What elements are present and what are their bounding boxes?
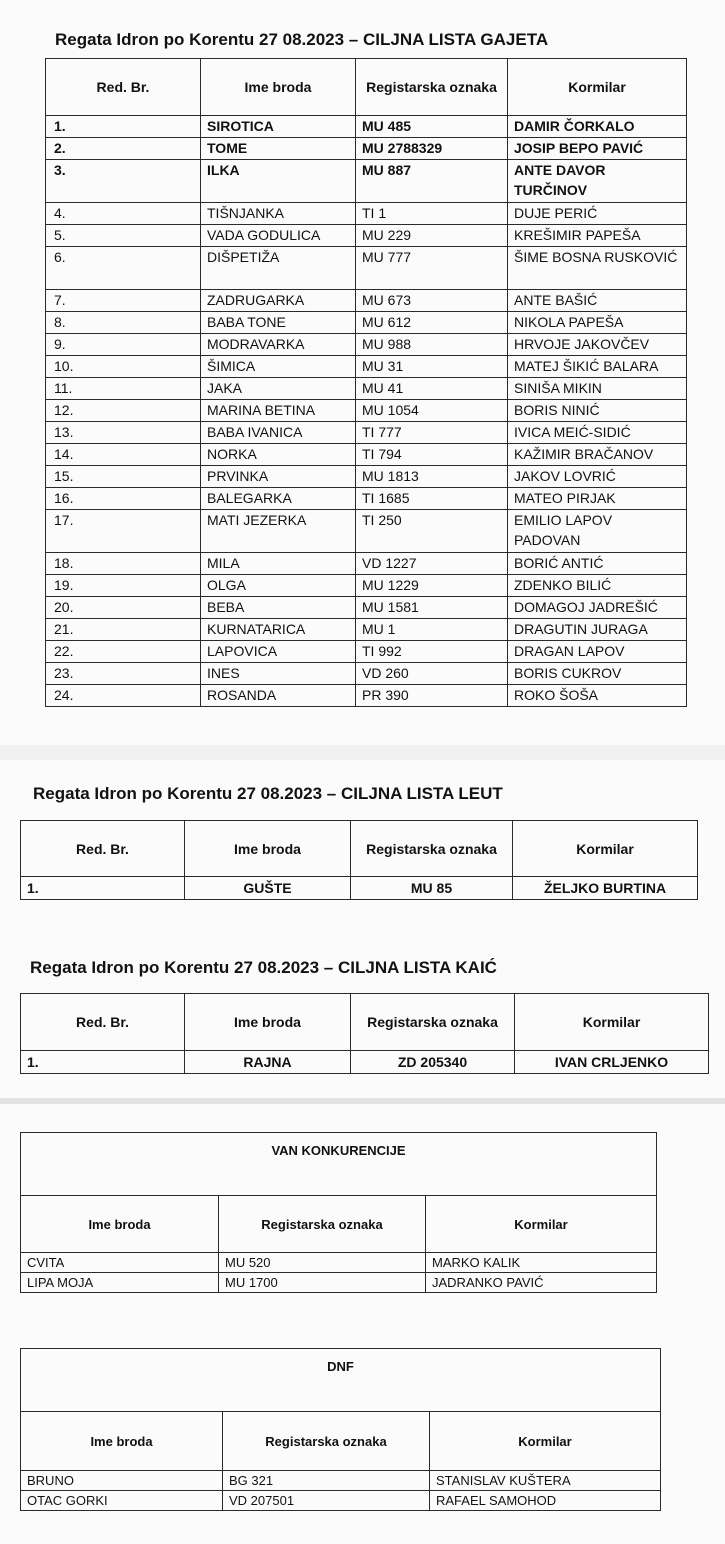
- table-row: [46, 488, 687, 510]
- cell-helm: DRAGUTIN JURAGA: [508, 619, 687, 641]
- cell-reg: MU 612: [356, 312, 508, 334]
- cell-boat: ZADRUGARKA: [201, 290, 356, 312]
- cell-helm: MATEJ ŠIKIĆ BALARA: [508, 356, 687, 378]
- cell-reg: TI 777: [356, 422, 508, 444]
- cell-boat: ILKA: [201, 160, 356, 203]
- cell-helm: MARKO KALIK: [426, 1253, 657, 1273]
- cell-no: 17.: [46, 510, 201, 553]
- cell-no: 12.: [46, 400, 201, 422]
- cell-no: 1.: [21, 877, 185, 900]
- cell-no: 6.: [46, 247, 201, 290]
- header-kormilar: Kormilar: [508, 59, 687, 116]
- cell-boat: MARINA BETINA: [201, 400, 356, 422]
- cell-reg: MU 1229: [356, 575, 508, 597]
- cell-reg: MU 988: [356, 334, 508, 356]
- table-kaic: [20, 993, 709, 1074]
- table-title-row: [21, 1349, 661, 1412]
- cell-no: 11.: [46, 378, 201, 400]
- table-row: [46, 138, 687, 160]
- table-row: [46, 247, 687, 290]
- table-row: [46, 378, 687, 400]
- cell-helm: NIKOLA PAPEŠA: [508, 312, 687, 334]
- header-ime-broda: Ime broda: [21, 1412, 223, 1471]
- cell-reg: MU 485: [356, 116, 508, 138]
- cell-reg: BG 321: [223, 1471, 430, 1491]
- cell-helm: BORIS CUKROV: [508, 663, 687, 685]
- cell-no: 3.: [46, 160, 201, 203]
- table-row: [46, 597, 687, 619]
- cell-reg: MU 41: [356, 378, 508, 400]
- cell-boat: GUŠTE: [185, 877, 351, 900]
- cell-reg: MU 1581: [356, 597, 508, 619]
- table-row: [46, 553, 687, 575]
- cell-no: 15.: [46, 466, 201, 488]
- cell-no: 5.: [46, 225, 201, 247]
- cell-no: 7.: [46, 290, 201, 312]
- cell-helm: RAFAEL SAMOHOD: [430, 1491, 661, 1511]
- header-red-br: Red. Br.: [21, 821, 185, 877]
- cell-reg: MU 777: [356, 247, 508, 290]
- cell-helm: ROKO ŠOŠA: [508, 685, 687, 707]
- table-row: [46, 663, 687, 685]
- cell-boat: SIROTICA: [201, 116, 356, 138]
- cell-helm: IVAN CRLJENKO: [515, 1051, 709, 1074]
- cell-boat: CVITA: [21, 1253, 219, 1273]
- table-row: [46, 422, 687, 444]
- header-kormilar: Kormilar: [515, 994, 709, 1051]
- table-title-row: [21, 1133, 657, 1196]
- table-row: [46, 290, 687, 312]
- cell-helm: JADRANKO PAVIĆ: [426, 1273, 657, 1293]
- header-kormilar: Kormilar: [430, 1412, 661, 1471]
- cell-no: 22.: [46, 641, 201, 663]
- cell-reg: MU 1700: [219, 1273, 426, 1293]
- cell-reg: MU 31: [356, 356, 508, 378]
- table-row: [21, 1491, 661, 1511]
- cell-no: 14.: [46, 444, 201, 466]
- header-ime-broda: Ime broda: [21, 1196, 219, 1253]
- table-row: [21, 1273, 657, 1293]
- cell-no: 18.: [46, 553, 201, 575]
- title-kaic: Regata Idron po Korentu 27 08.2023 – CILJNA LISTA KAIĆ: [30, 958, 497, 977]
- cell-reg: MU 1054: [356, 400, 508, 422]
- cell-boat: RAJNA: [185, 1051, 351, 1074]
- cell-no: 19.: [46, 575, 201, 597]
- table-row: [46, 225, 687, 247]
- table-row: [46, 619, 687, 641]
- table-header-row: [21, 821, 698, 877]
- cell-helm: BORIĆ ANTIĆ: [508, 553, 687, 575]
- cell-boat: MODRAVARKA: [201, 334, 356, 356]
- table-row: [46, 575, 687, 597]
- table-header-row: [21, 994, 709, 1051]
- cell-boat: DIŠPETIŽA: [201, 247, 356, 290]
- cell-helm: MATEO PIRJAK: [508, 488, 687, 510]
- cell-boat: KURNATARICA: [201, 619, 356, 641]
- cell-reg: VD 260: [356, 663, 508, 685]
- title-gajeta: Regata Idron po Korentu 27 08.2023 – CILJNA LISTA GAJETA: [55, 30, 549, 49]
- table-row: [46, 334, 687, 356]
- table-row: [46, 356, 687, 378]
- cell-reg: TI 1685: [356, 488, 508, 510]
- header-kormilar: Kormilar: [426, 1196, 657, 1253]
- cell-helm: KAŽIMIR BRAČANOV: [508, 444, 687, 466]
- cell-reg: VD 207501: [223, 1491, 430, 1511]
- cell-helm: STANISLAV KUŠTERA: [430, 1471, 661, 1491]
- table-header-row: [21, 1412, 661, 1471]
- cell-reg: TI 992: [356, 641, 508, 663]
- table-leut: [20, 820, 698, 900]
- table-row: [46, 203, 687, 225]
- table-row: [46, 116, 687, 138]
- cell-reg: MU 887: [356, 160, 508, 203]
- cell-no: 10.: [46, 356, 201, 378]
- title-leut: Regata Idron po Korentu 27 08.2023 – CILJNA LISTA LEUT: [33, 784, 503, 803]
- table-van-konkurencije: [20, 1132, 657, 1293]
- cell-no: 13.: [46, 422, 201, 444]
- table-row: [21, 1471, 661, 1491]
- table-row: [46, 312, 687, 334]
- cell-reg: MU 2788329: [356, 138, 508, 160]
- table-row: [46, 466, 687, 488]
- cell-helm: IVICA MEIĆ-SIDIĆ: [508, 422, 687, 444]
- cell-boat: ŠIMICA: [201, 356, 356, 378]
- cell-reg: PR 390: [356, 685, 508, 707]
- cell-reg: TI 1: [356, 203, 508, 225]
- cell-boat: INES: [201, 663, 356, 685]
- cell-reg: TI 250: [356, 510, 508, 553]
- cell-no: 1.: [21, 1051, 185, 1074]
- cell-helm: ANTE BAŠIĆ: [508, 290, 687, 312]
- cell-boat: NORKA: [201, 444, 356, 466]
- cell-boat: BABA IVANICA: [201, 422, 356, 444]
- cell-boat: TIŠNJANKA: [201, 203, 356, 225]
- cell-helm: ŠIME BOSNA RUSKOVIĆ: [508, 247, 687, 290]
- cell-helm: JAKOV LOVRIĆ: [508, 466, 687, 488]
- cell-no: 16.: [46, 488, 201, 510]
- table-title-dnf: DNF: [21, 1349, 661, 1412]
- cell-helm: ANTE DAVOR TURČINOV: [508, 160, 687, 203]
- header-ime-broda: Ime broda: [185, 994, 351, 1051]
- cell-boat: BEBA: [201, 597, 356, 619]
- cell-no: 23.: [46, 663, 201, 685]
- header-registarska-oznaka: Registarska oznaka: [351, 994, 515, 1051]
- cell-reg: MU 1813: [356, 466, 508, 488]
- table-row: [46, 641, 687, 663]
- header-registarska-oznaka: Registarska oznaka: [223, 1412, 430, 1471]
- cell-boat: VADA GODULICA: [201, 225, 356, 247]
- cell-no: 9.: [46, 334, 201, 356]
- cell-no: 1.: [46, 116, 201, 138]
- table-row: [21, 1253, 657, 1273]
- cell-reg: MU 520: [219, 1253, 426, 1273]
- cell-reg: TI 794: [356, 444, 508, 466]
- cell-reg: MU 673: [356, 290, 508, 312]
- cell-helm: KREŠIMIR PAPEŠA: [508, 225, 687, 247]
- cell-boat: JAKA: [201, 378, 356, 400]
- cell-reg: MU 1: [356, 619, 508, 641]
- cell-boat: OLGA: [201, 575, 356, 597]
- cell-boat: BALEGARKA: [201, 488, 356, 510]
- cell-reg: MU 85: [351, 877, 513, 900]
- header-red-br: Red. Br.: [46, 59, 201, 116]
- cell-helm: DUJE PERIĆ: [508, 203, 687, 225]
- cell-reg: ZD 205340: [351, 1051, 515, 1074]
- cell-boat: MATI JEZERKA: [201, 510, 356, 553]
- cell-helm: BORIS NINIĆ: [508, 400, 687, 422]
- table-row: [46, 685, 687, 707]
- cell-helm: ŽELJKO BURTINA: [513, 877, 698, 900]
- cell-helm: DRAGAN LAPOV: [508, 641, 687, 663]
- cell-helm: ZDENKO BILIĆ: [508, 575, 687, 597]
- cell-helm: EMILIO LAPOV PADOVAN: [508, 510, 687, 553]
- table-row: [46, 160, 687, 203]
- cell-helm: DOMAGOJ JADREŠIĆ: [508, 597, 687, 619]
- cell-helm: HRVOJE JAKOVČEV: [508, 334, 687, 356]
- cell-no: 21.: [46, 619, 201, 641]
- cell-reg: VD 1227: [356, 553, 508, 575]
- header-red-br: Red. Br.: [21, 994, 185, 1051]
- table-row: [21, 877, 698, 900]
- cell-no: 24.: [46, 685, 201, 707]
- cell-boat: MILA: [201, 553, 356, 575]
- cell-helm: DAMIR ČORKALO: [508, 116, 687, 138]
- table-row: [46, 400, 687, 422]
- table-header-row: [21, 1196, 657, 1253]
- cell-boat: BRUNO: [21, 1471, 223, 1491]
- table-row: [21, 1051, 709, 1074]
- table-row: [46, 444, 687, 466]
- cell-no: 20.: [46, 597, 201, 619]
- cell-no: 8.: [46, 312, 201, 334]
- table-gajeta: [45, 58, 687, 707]
- header-ime-broda: Ime broda: [185, 821, 351, 877]
- cell-helm: JOSIP BEPO PAVIĆ: [508, 138, 687, 160]
- table-dnf: [20, 1348, 661, 1511]
- cell-reg: MU 229: [356, 225, 508, 247]
- table-header-row: [46, 59, 687, 116]
- header-kormilar: Kormilar: [513, 821, 698, 877]
- header-registarska-oznaka: Registarska oznaka: [351, 821, 513, 877]
- cell-helm: SINIŠA MIKIN: [508, 378, 687, 400]
- table-row: [46, 510, 687, 553]
- cell-boat: LIPA MOJA: [21, 1273, 219, 1293]
- cell-boat: ROSANDA: [201, 685, 356, 707]
- cell-boat: TOME: [201, 138, 356, 160]
- cell-no: 4.: [46, 203, 201, 225]
- cell-boat: BABA TONE: [201, 312, 356, 334]
- cell-boat: PRVINKA: [201, 466, 356, 488]
- cell-boat: LAPOVICA: [201, 641, 356, 663]
- cell-boat: OTAC GORKI: [21, 1491, 223, 1511]
- header-ime-broda: Ime broda: [201, 59, 356, 116]
- header-registarska-oznaka: Registarska oznaka: [219, 1196, 426, 1253]
- header-registarska-oznaka: Registarska oznaka: [356, 59, 508, 116]
- table-title-van-konkurencije: VAN KONKURENCIJE: [21, 1133, 657, 1196]
- cell-no: 2.: [46, 138, 201, 160]
